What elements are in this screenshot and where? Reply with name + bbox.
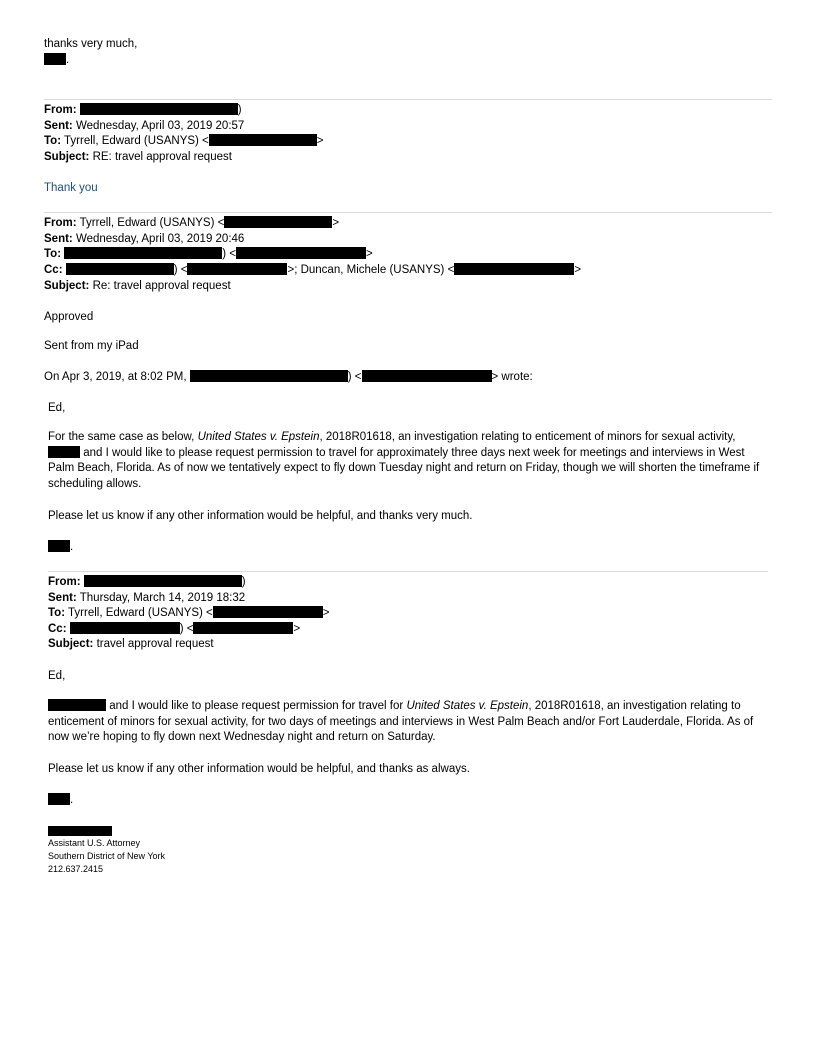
divider <box>48 571 768 572</box>
redaction <box>213 606 323 618</box>
redaction <box>80 103 238 115</box>
msg2-subject: Subject: Re: travel approval request <box>44 280 231 292</box>
quoted-greeting: Ed, <box>48 402 66 414</box>
redaction <box>224 216 332 228</box>
msg3-paragraph-1: and I would like to please request permission for travel for United States v. Epstein, 2018R01618, an investigation relating to enticement of minors for sexual activity, for two days of meetings and interviews in West Palm Beach and/or Fort Lauderdale, Florida. As of now we’re hoping to fly down next Wednesday night and return on Saturday. <box>48 700 754 743</box>
msg1-sent: Sent: Wednesday, April 03, 2019 20:57 <box>44 120 245 132</box>
redaction <box>48 540 70 552</box>
redaction <box>48 826 112 836</box>
msg3-cc: Cc: ) < > <box>48 623 301 635</box>
signoff-line: . <box>44 53 69 67</box>
quote-attribution: On Apr 3, 2019, at 8:02 PM, ) < > wrote: <box>44 371 533 383</box>
redaction <box>48 446 80 458</box>
msg3-sent: Sent: Thursday, March 14, 2019 18:32 <box>48 592 246 604</box>
redaction <box>454 263 574 275</box>
msg3-subject: Subject: travel approval request <box>48 638 214 650</box>
redaction <box>66 263 174 275</box>
msg2-body-approved: Approved <box>44 311 94 323</box>
redaction <box>48 793 70 805</box>
msg2-cc: Cc: ) < >; Duncan, Michele (USANYS) < > <box>44 264 582 276</box>
redaction <box>236 247 366 259</box>
closing-line: thanks very much, <box>44 38 138 50</box>
redaction <box>70 622 180 634</box>
signature-name <box>48 824 112 838</box>
msg3-from: From: ) <box>48 576 246 588</box>
msg2-sent: Sent: Wednesday, April 03, 2019 20:46 <box>44 233 245 245</box>
quoted-signoff: . <box>48 540 73 554</box>
quoted-paragraph-2: Please let us know if any other information would be helpful, and thanks very much. <box>48 510 473 522</box>
redaction <box>193 622 293 634</box>
msg3-greeting: Ed, <box>48 670 66 682</box>
msg1-subject: Subject: RE: travel approval request <box>44 151 232 163</box>
msg3-signoff: . <box>48 793 73 807</box>
msg1-from: From: ) <box>44 104 242 116</box>
msg3-to: To: Tyrrell, Edward (USANYS) < > <box>48 607 330 619</box>
msg1-body: Thank you <box>44 182 98 194</box>
redaction <box>187 263 287 275</box>
signature-title: Assistant U.S. Attorney <box>48 838 141 848</box>
msg2-body-sent-from: Sent from my iPad <box>44 340 139 352</box>
redaction <box>362 370 492 382</box>
redaction <box>209 134 317 146</box>
redaction <box>48 699 106 711</box>
redaction <box>44 53 66 65</box>
msg2-from: From: Tyrrell, Edward (USANYS) < > <box>44 217 340 229</box>
divider <box>44 99 772 100</box>
msg1-to: To: Tyrrell, Edward (USANYS) < > <box>44 135 324 147</box>
redaction <box>84 575 242 587</box>
signature-phone: 212.637.2415 <box>48 864 104 874</box>
redaction <box>64 247 222 259</box>
signature-office: Southern District of New York <box>48 851 166 861</box>
redaction <box>190 370 348 382</box>
msg3-paragraph-2: Please let us know if any other information would be helpful, and thanks as always. <box>48 763 470 775</box>
msg2-to: To: ) < > <box>44 248 373 260</box>
quoted-paragraph-1: For the same case as below, United States v. Epstein, 2018R01618, an investigation relating to enticement of minors for sexual activity, and I would like to please request permission to travel for approximately three days next week for meetings and interviews in West Palm Beach, Florida. As of now we tentatively expect to fly down Tuesday night and return on Friday, though we will shorten the timeframe if scheduling allows. <box>48 431 760 490</box>
divider <box>44 212 772 213</box>
